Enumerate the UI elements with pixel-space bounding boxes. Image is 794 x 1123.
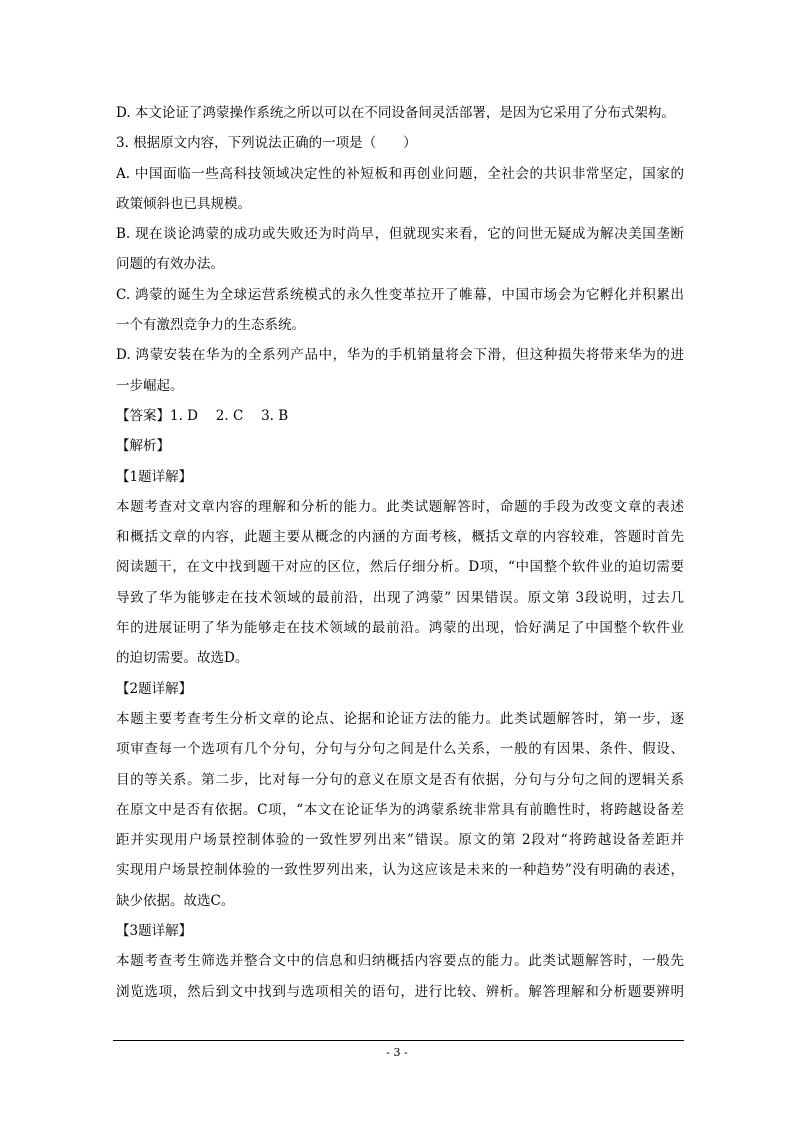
q1-detail-heading: 【1题详解】 [116, 468, 193, 485]
q1-detail-line: 导致了华为能够走在技术领域的最前沿，出现了鸿蒙” 因果错误。原文第 3段说明，过去几 [116, 589, 684, 606]
q2-detail-heading: 【2题详解】 [116, 680, 193, 697]
option-d-line-1: D. 鸿蒙安装在华为的全系列产品中，华为的手机销量将会下滑，但这种损失将带来华为的进 [116, 347, 684, 364]
option-d-line-2: 一步崛起。 [116, 377, 184, 394]
option-b-line-2: 问题的有效办法。 [116, 256, 224, 273]
q2-detail-line: 本题主要考查考生分析文章的论点、论据和论证方法的能力。此类试题解答时，第一步，逐 [116, 710, 684, 727]
q2-detail-line: 项审查每一个选项有几个分句，分句与分句之间是什么关系，一般的有因果、条件、假设、 [116, 741, 684, 758]
q3-detail-line: 本题考查考生筛选并整合文中的信息和归纳概括内容要点的能力。此类试题解答时，一般先 [116, 953, 684, 970]
option-a-line-1: A. 中国面临一些高科技领域决定性的补短板和再创业问题，全社会的共识非常坚定，国家的 [116, 165, 684, 182]
q1-detail-line: 的迫切需要。故选D。 [116, 650, 249, 667]
option-a-line-2: 政策倾斜也已具规模。 [116, 195, 251, 212]
page-body [116, 98, 684, 1007]
q2-detail-line: 实现用户场景控制体验的一致性罗列出来，认为这应该是未来的一种趋势”没有明确的表述， [116, 862, 684, 879]
q1-detail-line: 年的进展证明了华为能够走在技术领域的最前沿。鸿蒙的出现，恰好满足了中国整个软件业 [116, 620, 684, 637]
answer-key: 【答案】1. D 2. C 3. B [116, 407, 289, 424]
q1-detail-line: 阅读题干，在文中找到题干对应的区位，然后仔细分析。D项，“中国整个软件业的迫切需要 [116, 559, 684, 576]
q2-detail-line: 距并实现用户场景控制体验的一致性罗列出来”错误。原文的第 2段对“将跨越设备差距并 [116, 832, 684, 849]
q2-detail-line: 目的等关系。第二步，比对每一分句的意义在原文是否有依据，分句与分句之间的逻辑关系 [116, 771, 684, 788]
footer-divider [113, 1040, 684, 1041]
page-number: - 3 - [386, 1046, 408, 1059]
option-c-line-2: 一个有激烈竞争力的生态系统。 [116, 317, 305, 334]
q3-detail-line: 浏览选项，然后到文中找到与选项相关的语句，进行比较、辨析。解答理解和分析题要辨明 [116, 983, 684, 1000]
option-c-line-1: C. 鸿蒙的诞生为全球运营系统模式的永久性变革拉开了帷幕，中国市场会为它孵化并积累出 [116, 286, 684, 303]
q2-detail-line: 在原文中是否有依据。C项，“本文在论证华为的鸿蒙系统非常具有前瞻性时，将跨越设备差 [116, 801, 684, 818]
option-d-q2-line: D. 本文论证了鸿蒙操作系统之所以可以在不同设备间灵活部署，是因为它采用了分布式架构。 [116, 105, 675, 121]
option-b-line-1: B. 现在谈论鸿蒙的成功或失败还为时尚早，但就现实来看，它的问世无疑成为解决美国垄断 [116, 226, 684, 243]
q1-detail-line: 本题考查对文章内容的理解和分析的能力。此类试题解答时，命题的手段为改变文章的表述 [116, 498, 684, 515]
q1-detail-line: 和概括文章的内容，此题主要从概念的内涵的方面考核，概括文章的内容较难，答题时首先 [116, 529, 684, 546]
q2-detail-line: 缺少依据。故选C。 [116, 892, 235, 909]
analysis-heading: 【解析】 [116, 438, 170, 455]
q3-detail-heading: 【3题详解】 [116, 923, 193, 940]
question-3-stem: 3. 根据原文内容，下列说法正确的一项是（ ） [116, 135, 417, 152]
